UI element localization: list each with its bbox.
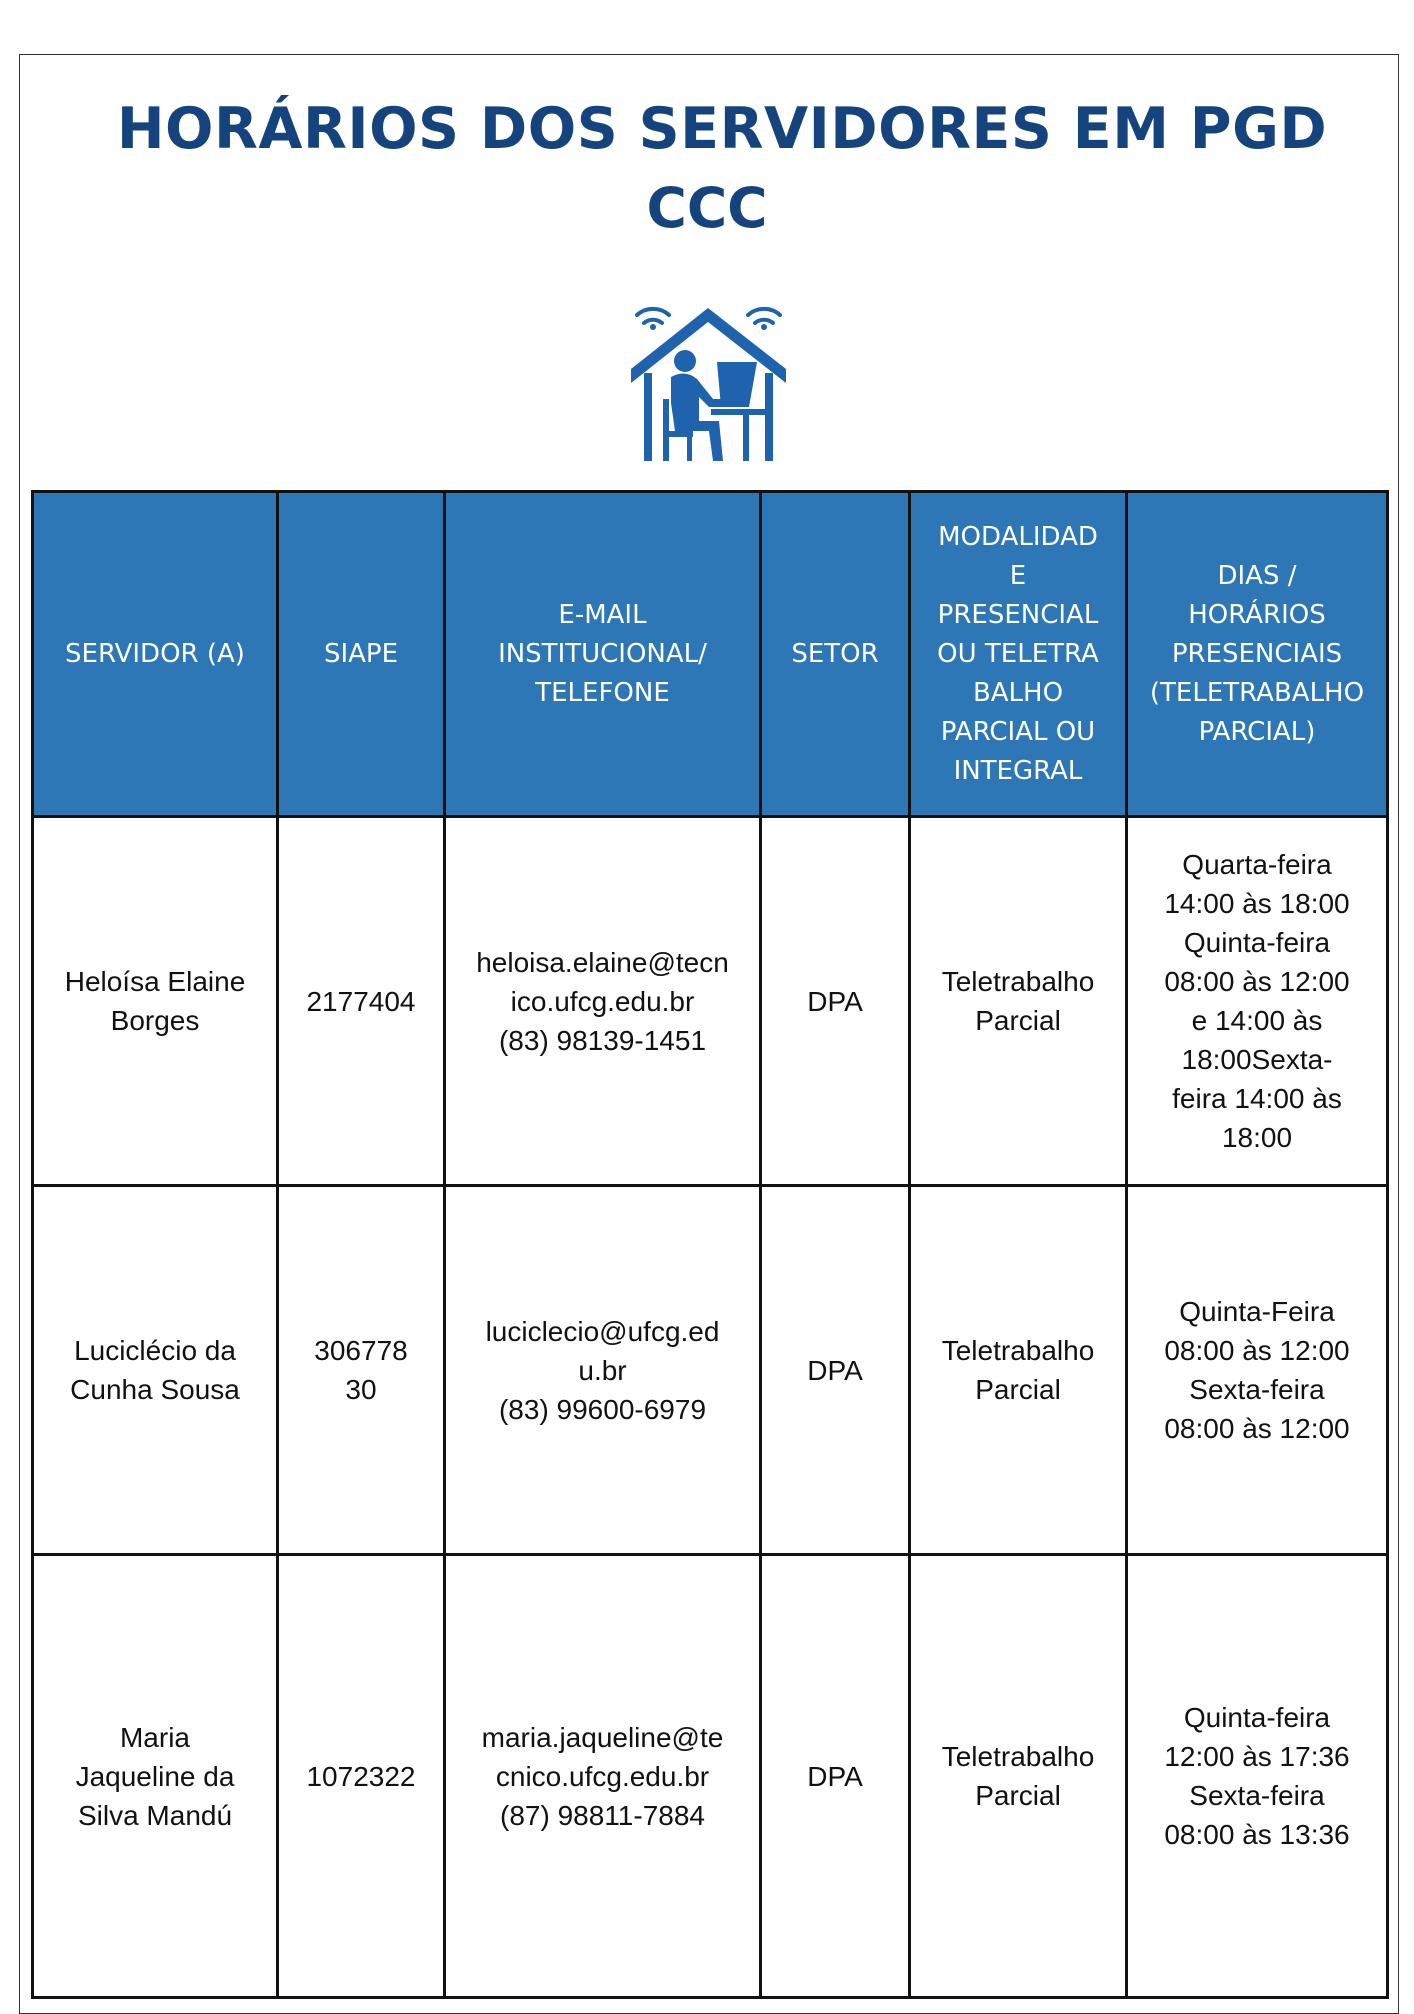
- table-header-row: [33, 492, 1388, 817]
- home-office-icon: [631, 303, 786, 461]
- column-header-setor: SETOR: [761, 492, 910, 817]
- cell-horarios: Quinta-feira 12:00 às 17:36 Sexta-feira 08:00 às 13:36: [1127, 1555, 1388, 1998]
- cell-siape: 306778 30: [278, 1186, 445, 1555]
- cell-contato: heloisa.elaine@tecn ico.ufcg.edu.br (83) 98139-1451: [445, 817, 761, 1186]
- page-subtitle: CCC: [646, 176, 768, 240]
- cell-horarios: Quinta-Feira 08:00 às 12:00 Sexta-feira 08:00 às 12:00: [1127, 1186, 1388, 1555]
- cell-siape: 2177404: [278, 817, 445, 1186]
- page-title: HORÁRIOS DOS SERVIDORES EM PGD: [116, 96, 1328, 162]
- cell-contato: luciclecio@ufcg.ed u.br (83) 99600-6979: [445, 1186, 761, 1555]
- column-header-horarios: DIAS / HORÁRIOS PRESENCIAIS (TELETRABALHO PARCIAL): [1127, 492, 1388, 817]
- cell-servidor: Maria Jaqueline da Silva Mandú: [33, 1555, 278, 1998]
- table-row: [33, 1186, 1388, 1555]
- cell-modalidade: Teletrabalho Parcial: [910, 817, 1127, 1186]
- cell-contato: maria.jaqueline@te cnico.ufcg.edu.br (87) 98811-7884: [445, 1555, 761, 1998]
- table-row: [33, 1555, 1388, 1998]
- cell-servidor: Heloísa Elaine Borges: [33, 817, 278, 1186]
- cell-servidor: Luciclécio da Cunha Sousa: [33, 1186, 278, 1555]
- column-header-email: E-MAIL INSTITUCIONAL/ TELEFONE: [445, 492, 761, 817]
- servers-table: [31, 490, 1389, 1999]
- cell-modalidade: Teletrabalho Parcial: [910, 1186, 1127, 1555]
- column-header-siape: SIAPE: [278, 492, 445, 817]
- cell-siape: 1072322: [278, 1555, 445, 1998]
- table-row: [33, 817, 1388, 1186]
- column-header-modalidade: MODALIDAD E PRESENCIAL OU TELETRA BALHO PARCIAL OU INTEGRAL: [910, 492, 1127, 817]
- cell-setor: DPA: [761, 817, 910, 1186]
- cell-modalidade: Teletrabalho Parcial: [910, 1555, 1127, 1998]
- column-header-servidor: SERVIDOR (A): [33, 492, 278, 817]
- cell-horarios: Quarta-feira 14:00 às 18:00 Quinta-feira 08:00 às 12:00 e 14:00 às 18:00Sexta- feira 14:00 às 18:00: [1127, 817, 1388, 1186]
- cell-setor: DPA: [761, 1555, 910, 1998]
- cell-setor: DPA: [761, 1186, 910, 1555]
